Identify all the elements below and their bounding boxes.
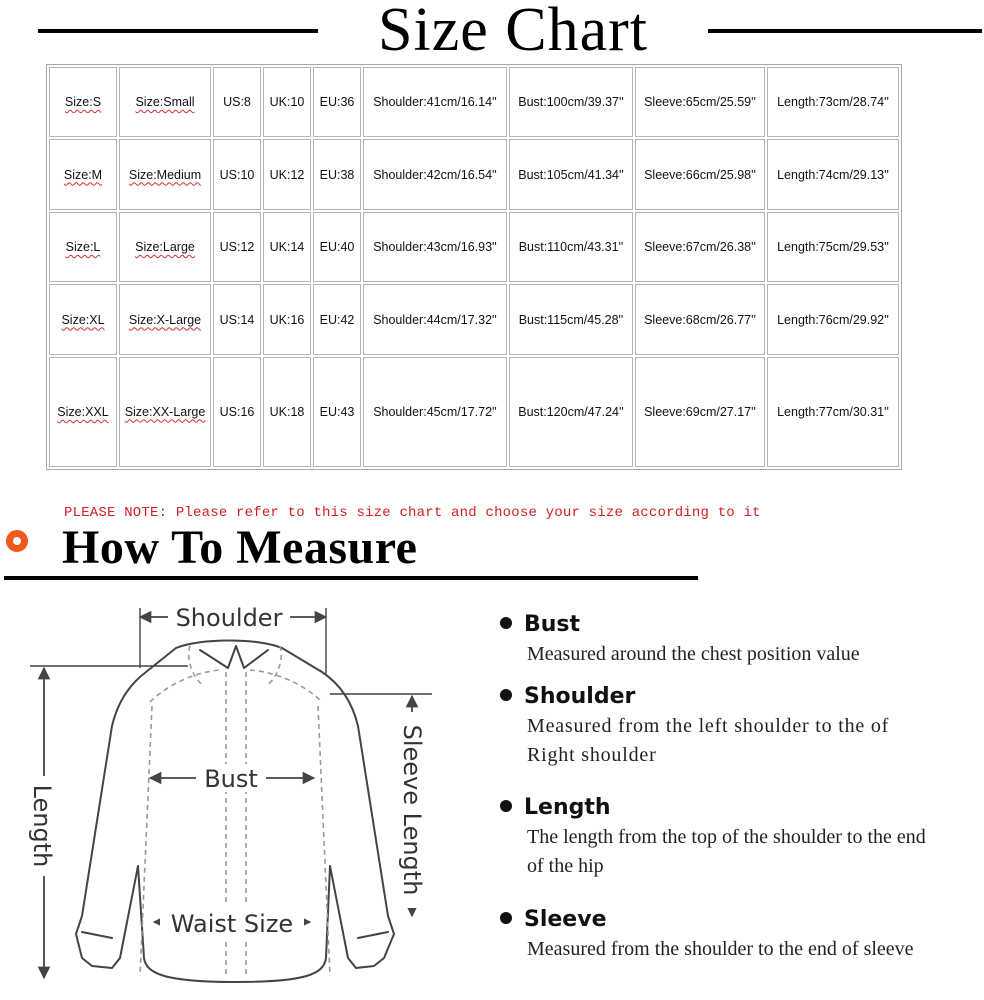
table-cell: Size:XXL	[49, 357, 117, 467]
table-cell: Size:M	[49, 139, 117, 210]
table-cell: UK:16	[263, 284, 311, 355]
table-cell: US:8	[213, 67, 261, 137]
bust-label: Bust	[204, 765, 258, 793]
shoulder-label: Shoulder	[175, 604, 283, 632]
table-cell: EU:36	[313, 67, 361, 137]
table-cell: Length:77cm/30.31''	[767, 357, 899, 467]
table-cell: Bust:105cm/41.34''	[509, 139, 633, 210]
table-cell: Length:73cm/28.74''	[767, 67, 899, 137]
table-cell: Size:Medium	[119, 139, 211, 210]
measure-item-title: Length	[524, 795, 611, 820]
table-row	[49, 357, 899, 467]
measure-item-title: Shoulder	[524, 684, 636, 709]
header-rule-right	[708, 29, 982, 33]
orange-circle-icon	[6, 530, 28, 552]
table-cell: Bust:110cm/43.31''	[509, 212, 633, 282]
table-cell: UK:14	[263, 212, 311, 282]
bullet-dot-icon	[500, 800, 512, 812]
table-cell: Sleeve:68cm/26.77''	[635, 284, 765, 355]
shirt-measure-diagram	[0, 586, 470, 1000]
header-rule-left	[38, 29, 318, 33]
table-cell: Length:75cm/29.53''	[767, 212, 899, 282]
bullet-dot-icon	[500, 617, 512, 629]
measure-item-desc: Measured from the left shoulder to the of Right shoulder	[527, 715, 890, 766]
size-note: PLEASE NOTE: Please refer to this size chart and choose your size according to it	[64, 505, 761, 521]
table-cell: Shoulder:45cm/17.72''	[363, 357, 507, 467]
table-cell: EU:38	[313, 139, 361, 210]
table-cell: US:16	[213, 357, 261, 467]
table-cell: UK:18	[263, 357, 311, 467]
how-to-measure-title: How To Measure	[62, 521, 418, 574]
table-cell: EU:40	[313, 212, 361, 282]
bullet-dot-icon	[500, 912, 512, 924]
table-cell: Shoulder:42cm/16.54''	[363, 139, 507, 210]
table-cell: Size:Small	[119, 67, 211, 137]
measure-item-title: Sleeve	[524, 907, 607, 932]
table-cell: EU:43	[313, 357, 361, 467]
measure-item-desc: Measured from the shoulder to the end of sleeve	[527, 938, 914, 960]
table-row	[49, 139, 899, 210]
size-table	[46, 64, 902, 470]
how-to-measure-rule	[4, 576, 698, 580]
table-cell: Length:76cm/29.92''	[767, 284, 899, 355]
measure-item-length	[500, 795, 927, 881]
measure-item-shoulder	[500, 684, 911, 770]
table-cell: EU:42	[313, 284, 361, 355]
sleeve-length-label: Sleeve Length	[398, 724, 426, 896]
table-cell: Length:74cm/29.13''	[767, 139, 899, 210]
table-row	[49, 67, 899, 137]
page-title: Size Chart	[378, 0, 648, 64]
table-cell: US:14	[213, 284, 261, 355]
waist-size-label: Waist Size	[170, 910, 294, 938]
table-cell: Sleeve:69cm/27.17''	[635, 357, 765, 467]
table-cell: UK:10	[263, 67, 311, 137]
table-cell: Size:XX-Large	[119, 357, 211, 467]
table-row	[49, 284, 899, 355]
length-label: Length	[28, 784, 56, 868]
table-cell: Size:XL	[49, 284, 117, 355]
table-cell: US:10	[213, 139, 261, 210]
table-cell: Sleeve:66cm/25.98''	[635, 139, 765, 210]
measure-item-sleeve	[500, 907, 937, 964]
table-cell: Size:L	[49, 212, 117, 282]
table-cell: Size:S	[49, 67, 117, 137]
table-cell: Shoulder:43cm/16.93''	[363, 212, 507, 282]
table-cell: Size:X-Large	[119, 284, 211, 355]
table-cell: Size:Large	[119, 212, 211, 282]
table-cell: UK:12	[263, 139, 311, 210]
measure-item-desc: Measured around the chest position value	[527, 643, 860, 665]
bullet-dot-icon	[500, 689, 512, 701]
table-cell: Sleeve:67cm/26.38''	[635, 212, 765, 282]
measure-item-desc: The length from the top of the shoulder to the end of the hip	[527, 826, 926, 877]
table-cell: Bust:120cm/47.24''	[509, 357, 633, 467]
measure-item-bust	[500, 612, 947, 669]
table-row	[49, 212, 899, 282]
table-cell: Bust:100cm/39.37''	[509, 67, 633, 137]
table-cell: Sleeve:65cm/25.59''	[635, 67, 765, 137]
table-cell: US:12	[213, 212, 261, 282]
table-cell: Shoulder:44cm/17.32''	[363, 284, 507, 355]
size-chart-header	[0, 0, 984, 62]
measure-item-title: Bust	[524, 612, 581, 637]
table-cell: Bust:115cm/45.28''	[509, 284, 633, 355]
table-cell: Shoulder:41cm/16.14''	[363, 67, 507, 137]
